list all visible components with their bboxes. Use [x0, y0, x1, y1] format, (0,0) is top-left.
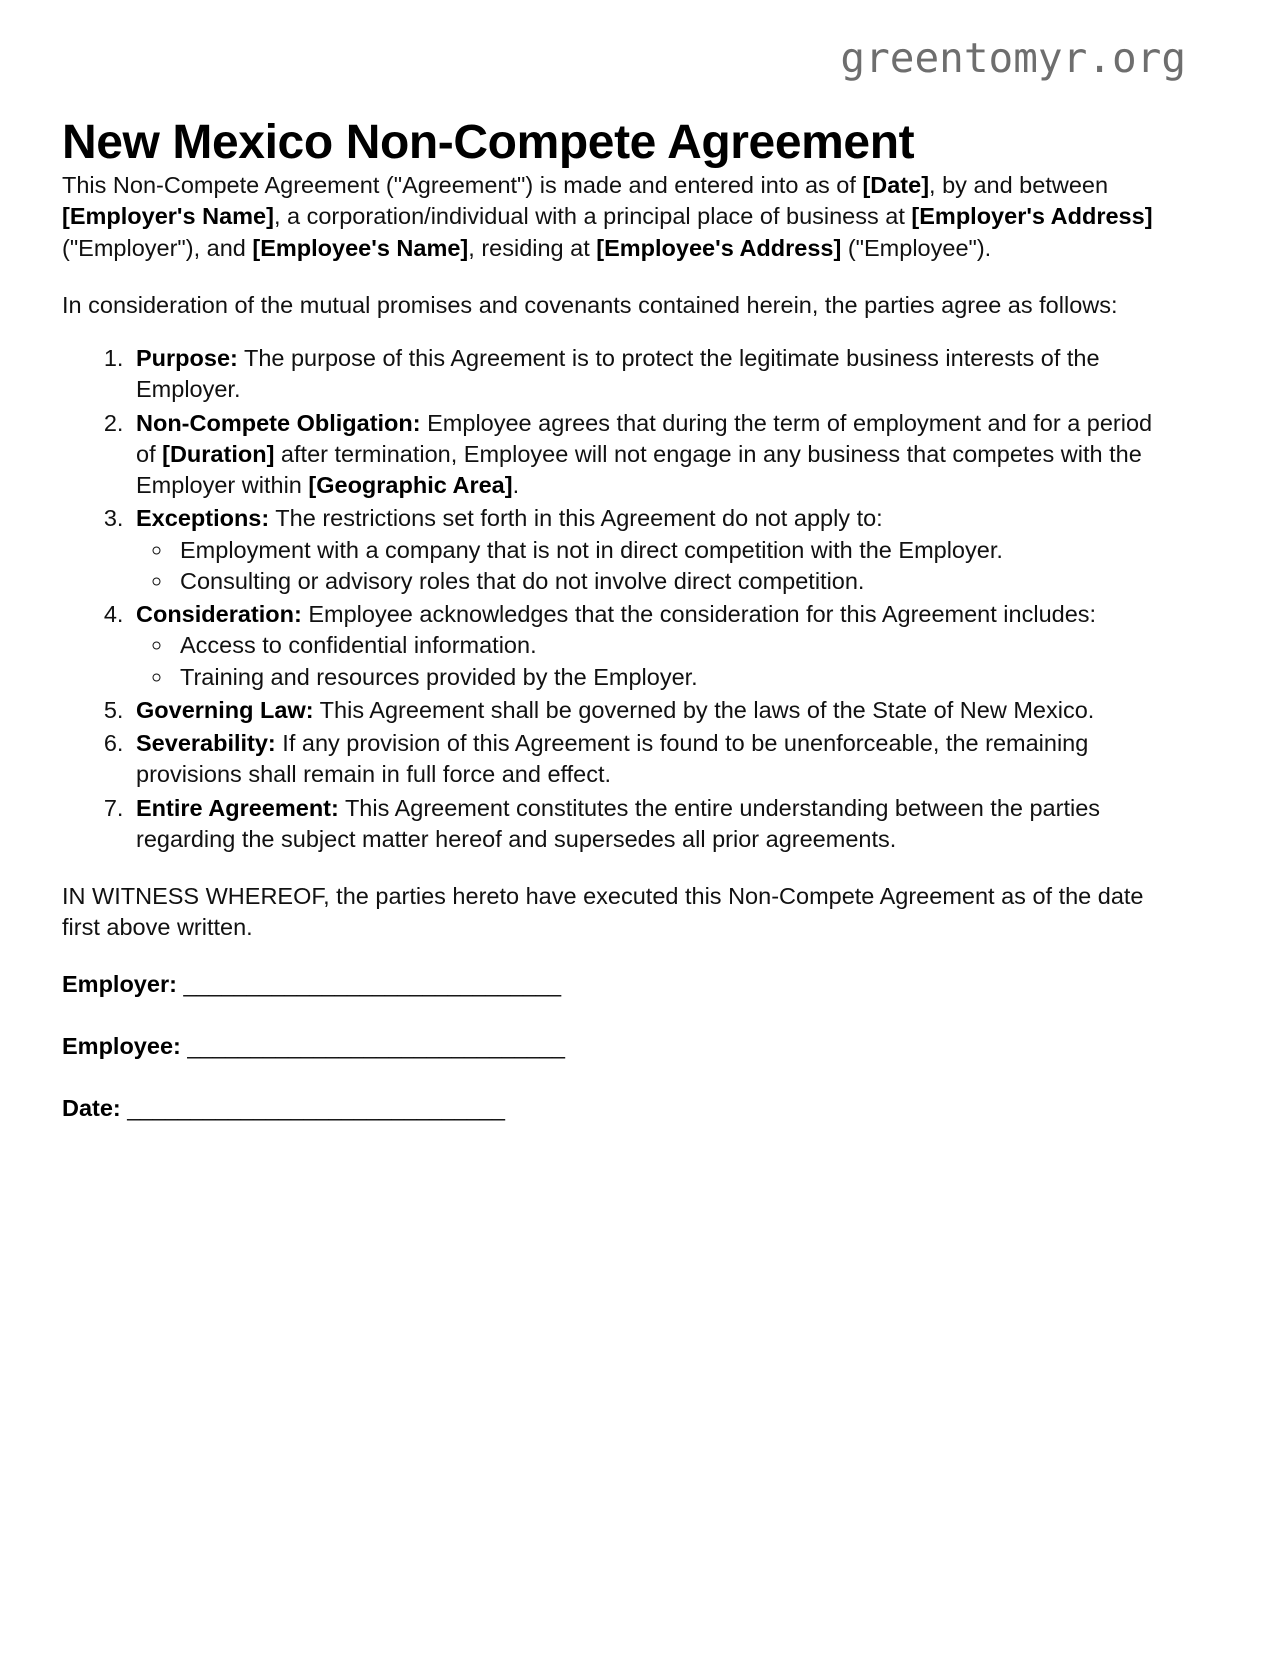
term-placeholder-geographic-area: [Geographic Area]	[308, 472, 513, 498]
signature-label: Date:	[62, 1094, 121, 1121]
document-body	[62, 170, 1159, 1156]
signature-line	[62, 1094, 1159, 1122]
term-item	[130, 695, 1159, 726]
placeholder-employer-address: [Employer's Address]	[911, 203, 1153, 230]
term-heading: Purpose:	[136, 345, 238, 371]
intro-text-6: ("Employee").	[841, 234, 992, 261]
term-body: Employee acknowledges that the consideration for this Agreement includes:	[301, 601, 1097, 627]
intro-text-5: , residing at	[468, 234, 597, 261]
signature-line	[62, 970, 1159, 998]
term-body: The restrictions set forth in this Agreement do not apply to:	[269, 505, 883, 532]
term-subitem-list	[136, 535, 1159, 598]
intro-text-3: , a corporation/individual with a principal place of business at	[273, 203, 912, 230]
term-body: This Agreement shall be governed by the laws of the State of New Mexico.	[313, 696, 1095, 723]
term-heading: Entire Agreement:	[136, 794, 339, 821]
page-title: New Mexico Non-Compete Agreement	[62, 116, 915, 170]
site-watermark: greentomyr.org	[840, 34, 1186, 82]
term-body: Employee agrees that during the term of employment and for a period of	[136, 409, 1153, 467]
witness-paragraph: IN WITNESS WHEREOF, the parties hereto have executed this Non-Compete Agreement as of the date first above written.	[62, 883, 1144, 941]
term-subitem: ◦ Employment with a company that is not in direct competition with the Employer.	[174, 535, 1159, 566]
signature-rule[interactable]: ______________________________	[127, 1094, 505, 1121]
consideration-intro-paragraph: In consideration of the mutual promises and covenants contained herein, the parties agree as follows:	[62, 291, 1118, 318]
term-item	[130, 793, 1159, 856]
term-placeholder-duration: [Duration]	[162, 440, 275, 467]
signature-rule[interactable]: ______________________________	[187, 1032, 565, 1059]
term-body-tail: .	[512, 472, 520, 498]
term-body-continued: after termination, Employee will not engage in any business that competes with the Employer within	[136, 440, 1142, 498]
placeholder-employee-name: [Employee's Name]	[252, 234, 469, 261]
term-subitem-list	[136, 630, 1159, 693]
signature-rule[interactable]: ______________________________	[183, 970, 561, 997]
intro-text-4: ("Employer"), and	[62, 234, 253, 261]
term-subitem: ◦ Consulting or advisory roles that do not involve direct competition.	[174, 566, 1159, 597]
term-heading: Severability:	[136, 730, 276, 756]
intro-text-2: , by and between	[929, 172, 1109, 198]
placeholder-employer-name: [Employer's Name]	[62, 203, 274, 230]
term-item	[130, 599, 1159, 693]
term-heading: Exceptions:	[136, 505, 270, 532]
signature-line	[62, 1032, 1159, 1060]
placeholder-date: [Date]	[862, 172, 930, 198]
term-item	[130, 343, 1159, 406]
signature-label: Employee:	[62, 1032, 181, 1059]
term-heading: Governing Law:	[136, 696, 314, 723]
signature-label: Employer:	[62, 970, 177, 997]
term-heading: Non-Compete Obligation:	[136, 409, 421, 436]
terms-list	[62, 343, 1159, 855]
intro-paragraph	[62, 170, 1159, 264]
term-item	[130, 728, 1159, 791]
term-body: This Agreement constitutes the entire understanding between the parties regarding the subject matter hereof and supersedes all prior agreements.	[136, 794, 1101, 852]
intro-text-1: This Non-Compete Agreement ("Agreement") is made and entered into as of	[62, 172, 863, 198]
signature-block	[62, 970, 1159, 1123]
term-item	[130, 408, 1159, 502]
term-body: The purpose of this Agreement is to protect the legitimate business interests of the Employer.	[136, 345, 1100, 403]
term-heading: Consideration:	[136, 601, 302, 627]
term-body: If any provision of this Agreement is found to be unenforceable, the remaining provisions shall remain in full force and effect.	[136, 730, 1089, 788]
term-subitem: ◦ Access to confidential information.	[174, 630, 1159, 661]
term-item	[130, 503, 1159, 597]
placeholder-employee-address: [Employee's Address]	[596, 234, 842, 261]
term-subitem: ◦ Training and resources provided by the Employer.	[174, 662, 1159, 693]
